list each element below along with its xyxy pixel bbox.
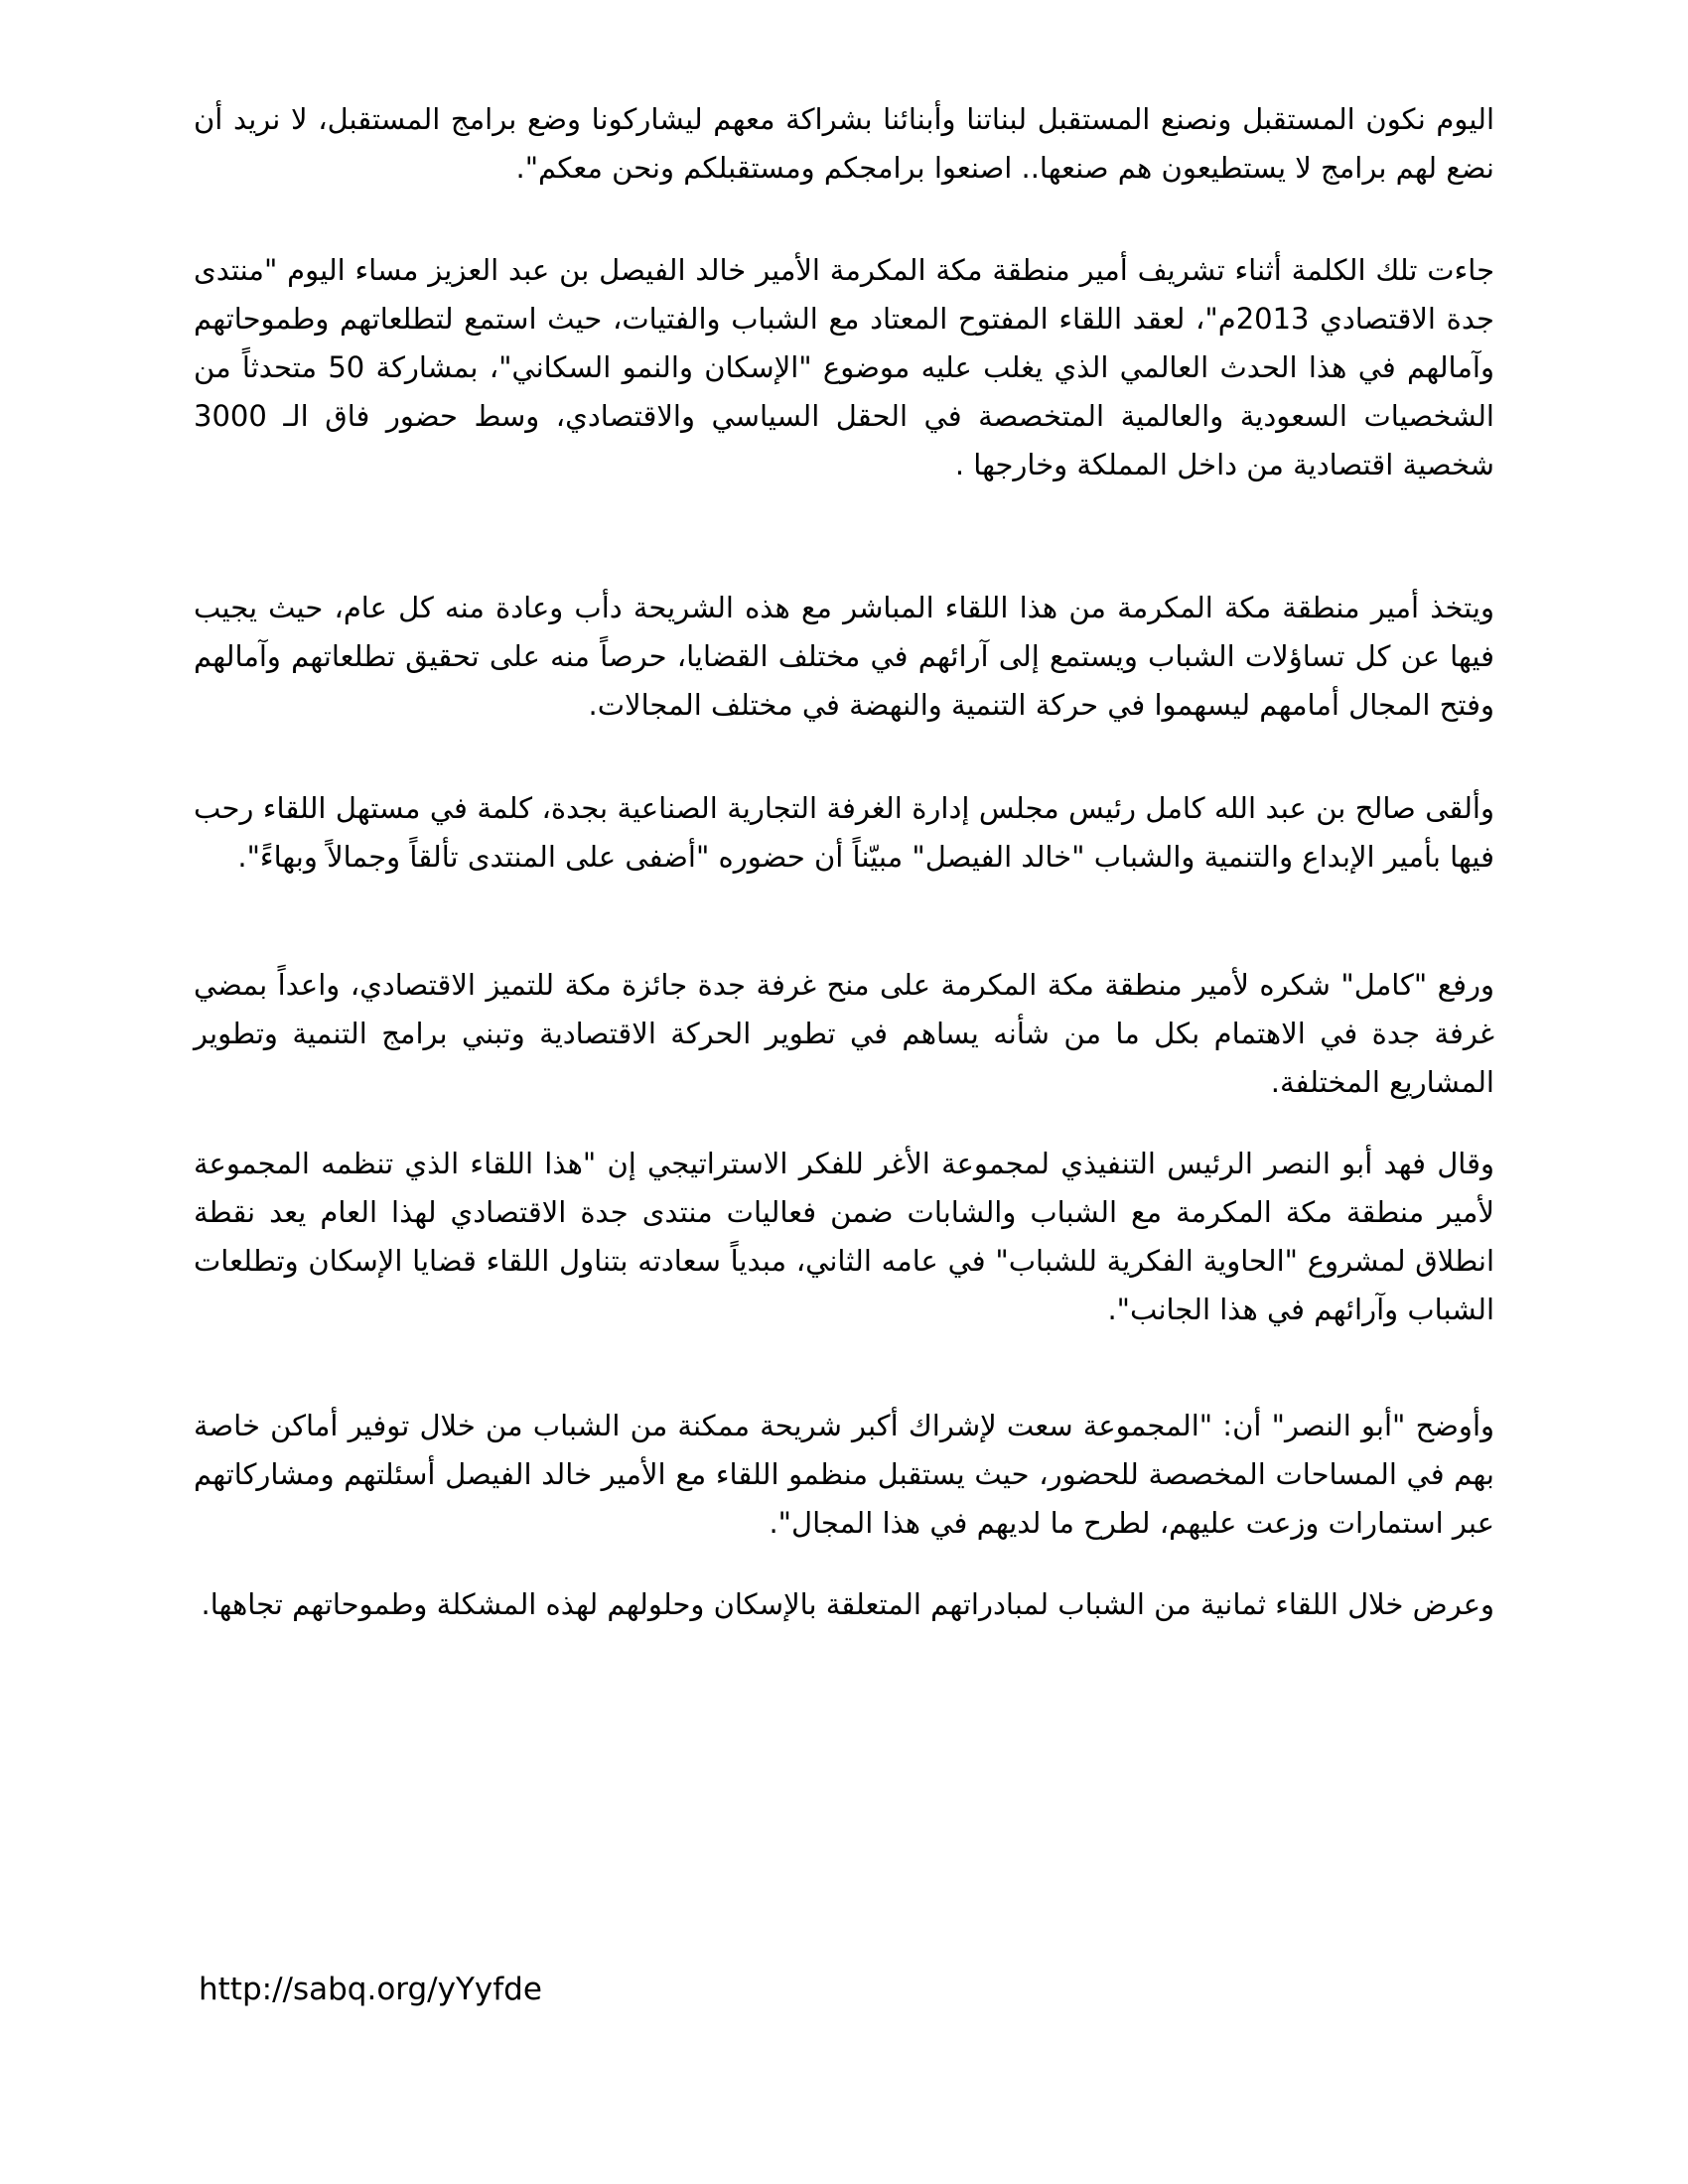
paragraph-forum-event: جاءت تلك الكلمة أثناء تشريف أمير منطقة مكة المكرمة الأمير خالد الفيصل بن عبد العزيز مساء اليوم "منتدى جدة الاقتصادي 2013م"، لعقد اللقاء المفتوح المعتاد مع الشباب والفتيات، حيث استمع لتطلعاتهم وطموحاتهم وآمالهم في هذا الحدث العالمي الذي يغلب عليه موضوع "الإسكان والنمو السكاني"، بمشاركة 50 متحدثاً من الشخصيات السعودية والعالمية المتخصصة في الحقل السياسي والاقتصادي، وسط حضور فاق الـ 3000 شخصية اقتصادية من داخل المملكة وخارجها . [194,253,1494,481]
paragraph-youth-initiatives: وعرض خلال اللقاء ثمانية من الشباب لمبادراتهم المتعلقة بالإسكان وحلولهم لهذه المشكلة وطموحاتهم تجاهها. [201,1587,1494,1621]
paragraph-kamel-speech: وألقى صالح بن عبد الله كامل رئيس مجلس إدارة الغرفة التجارية الصناعية بجدة، كلمة في مستهل اللقاء رحب فيها بأمير الإبداع والتنمية والشباب "خالد الفيصل" مبيّناً أن حضوره "أضفى على المنتدى تألقاً وجمالاً وبهاءً". [194,791,1494,874]
paragraph-abu-alnasr-statement: وقال فهد أبو النصر الرئيس التنفيذي لمجموعة الأغر للفكر الاستراتيجي إن "هذا اللقاء الذي تنظمه المجموعة لأمير منطقة مكة المكرمة مع الشباب والشابات ضمن فعاليات منتدى جدة الاقتصادي لهذا العام يعد نقطة انطلاق لمشروع "الحاوية الفكرية للشباب" في عامه الثاني، مبدياً سعادته بتناول اللقاء قضايا الإسكان وتطلعات الشباب وآرائهم في هذا الجانب". [194,1147,1494,1326]
paragraph-kamel-thanks: ورفع "كامل" شكره لأمير منطقة مكة المكرمة على منح غرفة جدة جائزة مكة للتميز الاقتصادي، واعداً بمضي غرفة جدة في الاهتمام بكل ما من شأنه يساهم في تطوير الحركة الاقتصادية وتبني برامج التنمية وتطوير المشاريع المختلفة. [194,968,1494,1099]
paragraph-abu-alnasr-clarification: وأوضح "أبو النصر" أن: "المجموعة سعت لإشراك أكبر شريحة ممكنة من الشباب من خلال توفير أماكن خاصة بهم في المساحات المخصصة للحضور، حيث يستقبل منظمو اللقاء مع الأمير خالد الفيصل أسئلتهم ومشاركاتهم عبر استمارات وزعت عليهم، لطرح ما لديهم في هذا المجال". [194,1409,1494,1540]
paragraph-annual-meeting: ويتخذ أمير منطقة مكة المكرمة من هذا اللقاء المباشر مع هذه الشريحة دأب وعادة منه كل عام، حيث يجيب فيها عن كل تساؤلات الشباب ويستمع إلى آرائهم في مختلف القضايا، حرصاً منه على تحقيق تطلعاتهم وآمالهم وفتح المجال أمامهم ليسهموا في حركة التنمية والنهضة في مختلف المجالات. [194,591,1494,722]
paragraph-opening-quote: اليوم نكون المستقبل ونصنع المستقبل لبناتنا وأبنائنا بشراكة معهم ليشاركونا وضع برامج المستقبل، لا نريد أن نضع لهم برامج لا يستطيعون هم صنعها.. اصنعوا برامجكم ومستقبلكم ونحن معكم". [194,102,1494,185]
source-url-link[interactable]: http://sabq.org/yYyfde [199,1972,542,2007]
